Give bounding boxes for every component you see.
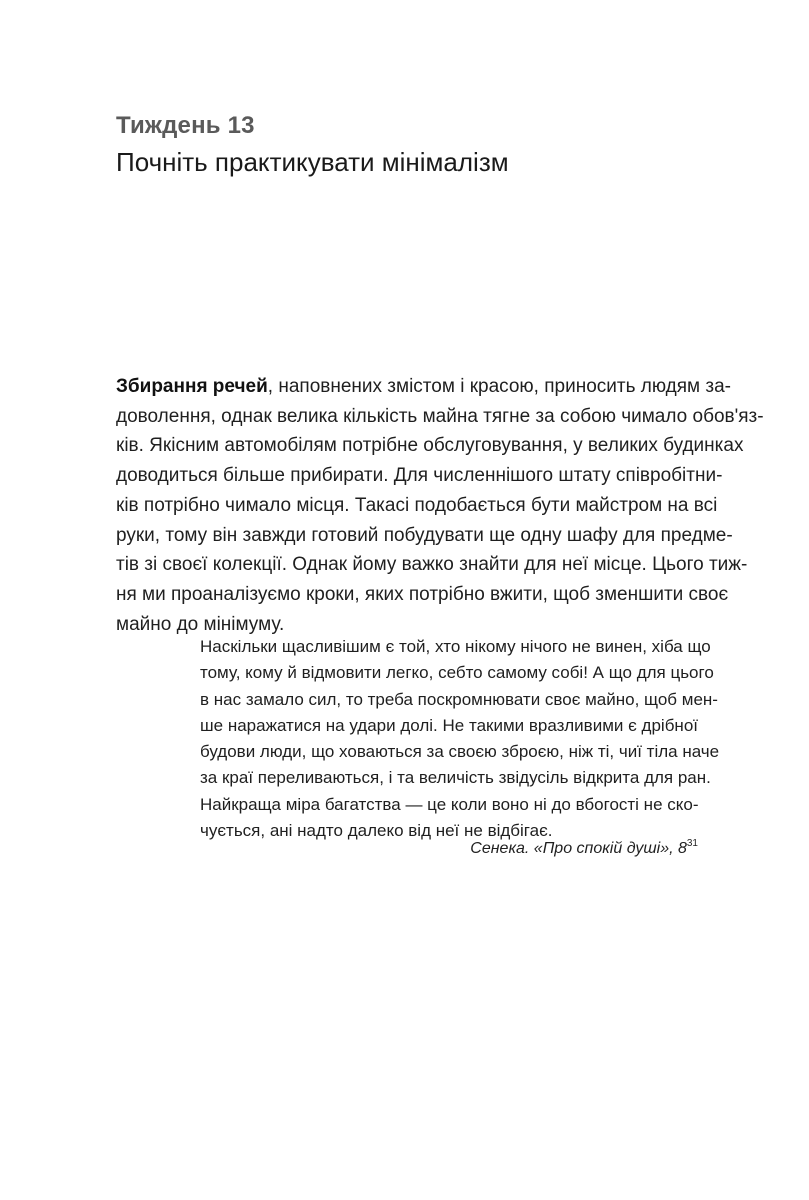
- body-line-text: , наповнених змістом і красою, приносить людям за-: [267, 376, 731, 397]
- quote-line: будови люди, що ховаються за своєю зброєю, ніж ті, чиї тіла наче: [200, 742, 720, 762]
- footnote-marker[interactable]: 31: [686, 838, 698, 849]
- body-line: майно до мінімуму.: [116, 613, 285, 635]
- body-line: [116, 372, 731, 402]
- body-paragraph: [116, 372, 764, 639]
- quote-line: за краї переливаються, і та величість звідусіль відкрита для ран.: [200, 768, 711, 788]
- quote-line: тому, кому й відмовити легко, себто самому собі! А що для цього: [200, 663, 714, 683]
- quote-line: чується, ані надто далеко від неї не відбігає.: [200, 821, 553, 841]
- quote-line: ше наражатися на удари долі. Не такими вразливими є дрібної: [200, 715, 698, 735]
- body-line: доводиться більше прибирати. Для численнішого штату співробітни-: [116, 465, 723, 487]
- body-line: руки, тому він завжди готовий побудувати ще одну шафу для предме-: [116, 524, 733, 546]
- attribution-text: Сенека. «Про спокій душі», 8: [470, 840, 687, 857]
- body-line: тів зі своєї колекції. Однак йому важко знайти для неї місце. Цього тиж-: [116, 554, 748, 576]
- quote-line: Найкраща міра багатства — це коли воно ні до вбогості не ско-: [200, 794, 699, 814]
- body-line: доволення, однак велика кількість майна тягне за собою чимало обов'яз-: [116, 405, 764, 427]
- chapter-title: Почніть практикувати мінімалізм: [116, 147, 509, 177]
- body-line: ків потрібно чимало місця. Такасі подобається бути майстром на всі: [116, 494, 718, 516]
- body-line: ня ми проаналізуємо кроки, яких потрібно вжити, щоб зменшити своє: [116, 583, 729, 605]
- body-line: ків. Якісним автомобілям потрібне обслуговування, у великих будинках: [116, 435, 744, 457]
- quote-line: Наскільки щасливішим є той, хто нікому нічого не винен, хіба що: [200, 637, 711, 656]
- week-label: Тиждень 13: [116, 112, 255, 139]
- quote-attribution: [470, 840, 698, 858]
- block-quote: [200, 634, 720, 844]
- lead-phrase: Збирання речей: [116, 376, 268, 397]
- quote-line: в нас замало сил, то треба поскромнювати своє майно, щоб мен-: [200, 689, 718, 709]
